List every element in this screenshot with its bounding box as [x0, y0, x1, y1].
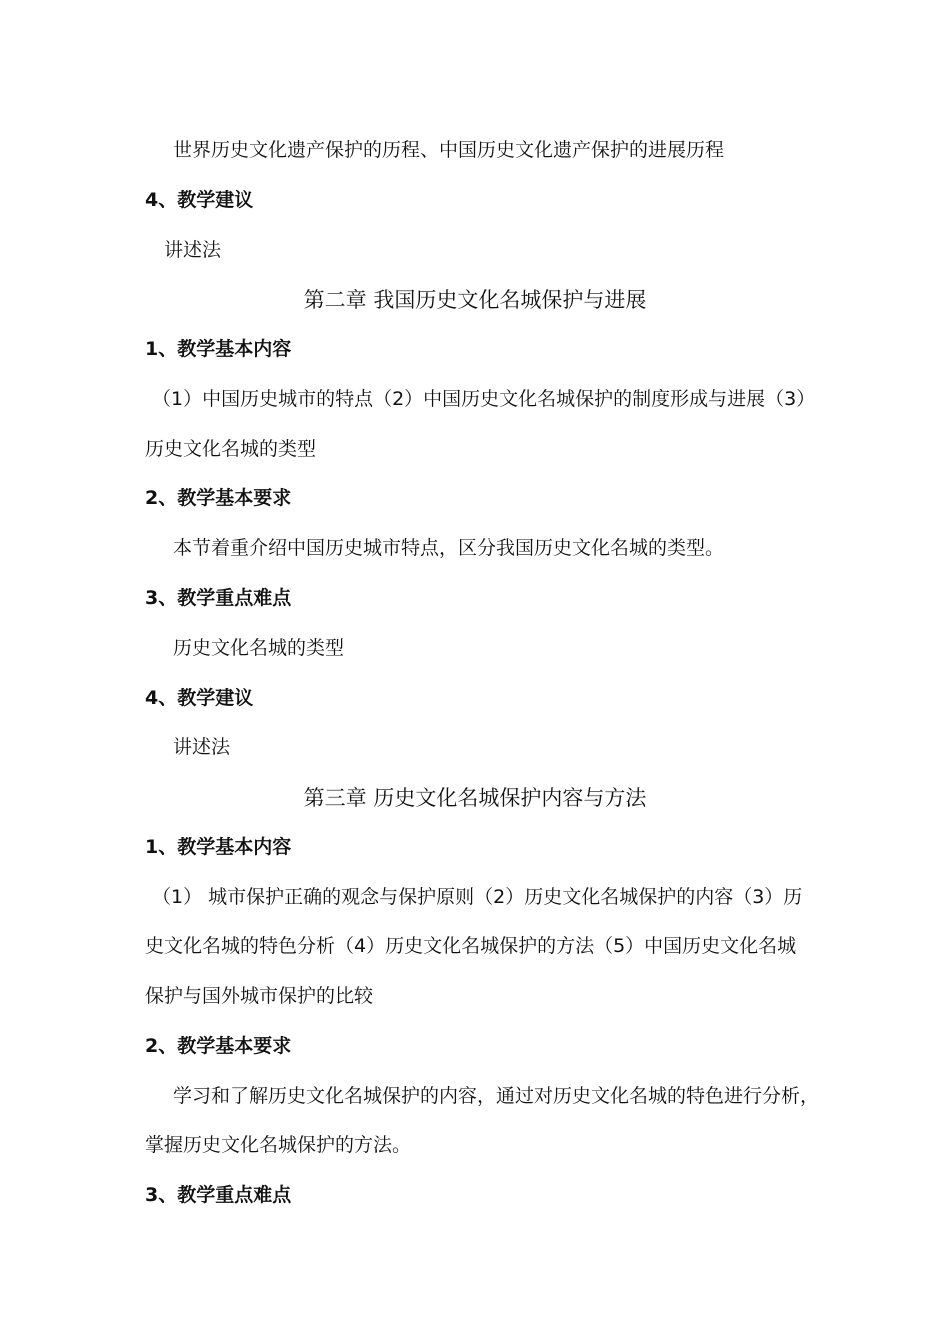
section-heading: 2、教学基本要求: [145, 487, 292, 509]
paragraph-text: 本节着重介绍中国历史城市特点，区分我国历史文化名城的类型。: [173, 537, 725, 559]
section-heading: 1、教学基本内容: [145, 338, 292, 360]
section-heading: 2、教学基本要求: [145, 1035, 292, 1057]
section-heading: 4、教学建议: [145, 687, 254, 709]
section-heading: 1、教学基本内容: [145, 836, 292, 858]
section-heading: 3、教学重点难点: [145, 1184, 292, 1206]
paragraph-text: （1）中国历史城市的特点（2）中国历史文化名城保护的制度形成与进展（3）: [152, 388, 816, 410]
section-heading: 4、教学建议: [145, 189, 254, 211]
paragraph-text: 史文化名城的特色分析（4）历史文化名城保护的方法（5）中国历史文化名城: [145, 935, 797, 957]
paragraph-text: 保护与国外城市保护的比较: [145, 985, 374, 1007]
chapter-title: 第二章 我国历史文化名城保护与进展: [303, 288, 647, 312]
paragraph-text: 历史文化名城的类型: [145, 438, 317, 460]
paragraph-text: （1） 城市保护正确的观念与保护原则（2）历史文化名城保护的内容（3）历: [152, 886, 803, 908]
chapter-title: 第三章 历史文化名城保护内容与方法: [303, 786, 647, 810]
paragraph-text: 世界历史文化遗产保护的历程、中国历史文化遗产保护的进展历程: [173, 139, 725, 161]
paragraph-text: 历史文化名城的类型: [173, 637, 345, 659]
section-heading: 3、教学重点难点: [145, 587, 292, 609]
paragraph-text: 讲述法: [173, 736, 231, 758]
paragraph-text: 掌握历史文化名城保护的方法。: [145, 1134, 412, 1156]
paragraph-text: 讲述法: [164, 239, 222, 261]
paragraph-text: 学习和了解历史文化名城保护的内容，通过对历史文化名城的特色进行分析，: [173, 1085, 820, 1107]
